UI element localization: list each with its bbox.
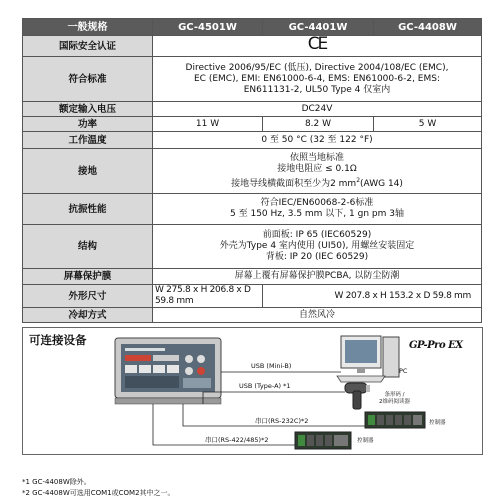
- size-gc4501w: W 275.8 x H 206.8 x D 59.8 mm: [153, 285, 263, 308]
- table-row-standard: [23, 57, 482, 102]
- ce-mark: CE: [307, 34, 327, 54]
- header-gc4401w: GC-4401W: [263, 19, 374, 36]
- standard-line-2: EC (EMC), EMI: EN61000-6-4, EMS: EN61000-6-2, EMS:: [193, 73, 440, 84]
- film-value: 屏幕上覆有屏幕保护膜PCBA, 以防尘防潮: [153, 269, 482, 285]
- usb-a-cable: [203, 392, 345, 404]
- label-standard: 符合标准: [23, 57, 153, 102]
- structure-value: [153, 225, 482, 269]
- label-size: 外形尺寸: [23, 285, 153, 308]
- controller-2-icon: [295, 432, 351, 449]
- label-structure: 结构: [23, 225, 153, 269]
- label-ground: 接地: [23, 149, 153, 194]
- table-header-row: [23, 19, 482, 36]
- ground-line-3-text: 接地导线横截面积至少为2 mm: [231, 178, 357, 189]
- ground-line-1: 依照当地标准: [289, 152, 344, 163]
- header-gc4501w: GC-4501W: [153, 19, 263, 36]
- label-power: 功率: [23, 117, 153, 132]
- vibration-line-1: 符合IEC/EN60068-2-6标准: [260, 198, 374, 208]
- footnote-1: *1 GC-4408W除外。: [22, 478, 91, 486]
- controller-2-label: 控制器: [357, 438, 374, 444]
- ground-line-3-awg: (AWG 14): [360, 178, 403, 189]
- rs422-label: 串口(RS-422/485)*2: [205, 436, 269, 444]
- ground-sup: 2: [356, 176, 361, 184]
- table-row-vibration: [23, 194, 482, 225]
- spec-table: [22, 18, 482, 323]
- power-gc4401w: 8.2 W: [263, 117, 374, 132]
- barcode-label-line-1: 条形码 /: [384, 392, 405, 398]
- vibration-line-2: 5 至 150 Hz, 3.5 mm 以下, 1 gn pm 3轴: [230, 209, 404, 219]
- hmi-display-icon: [115, 338, 221, 404]
- table-row-safety: [23, 36, 482, 57]
- cooling-value: 自然风冷: [153, 308, 482, 323]
- table-row-structure: [23, 225, 482, 269]
- structure-line-2: 外壳为Type 4 室内使用 (UI50), 用螺丝安装固定: [219, 241, 415, 251]
- table-row-power: [23, 117, 482, 132]
- structure-line-3: 背板: IP 20 (IEC 60529): [265, 252, 369, 262]
- gp-pro-ex-logo: GP-Pro EX: [409, 340, 463, 351]
- vibration-value: [153, 194, 482, 225]
- temp-value: 0 至 50 °C (32 至 122 °F): [153, 132, 482, 149]
- rs232-label: 串口(RS-232C)*2: [255, 417, 309, 425]
- size-gc4401w-gc4408w: W 207.8 x H 153.2 x D 59.8 mm: [263, 285, 482, 308]
- label-film: 屏幕保护膜: [23, 269, 153, 285]
- barcode-label-line-2: 2维码阅读器: [379, 399, 410, 405]
- label-vibration: 抗振性能: [23, 194, 153, 225]
- label-temp: 工作温度: [23, 132, 153, 149]
- table-row-film: [23, 269, 482, 285]
- controller-1-label: 控制器: [429, 420, 446, 426]
- label-safety: 国际安全认证: [23, 36, 153, 57]
- barcode-label: [379, 392, 410, 406]
- usb-a-label: USB (Type-A) *1: [239, 382, 291, 390]
- footnote-2: *2 GC-4408W可选用COM1或COM2其中之一。: [22, 489, 175, 497]
- table-row-voltage: [23, 102, 482, 117]
- table-row-ground: [23, 149, 482, 194]
- standard-line-3: EN611131-2, UL50 Type 4 仅室内: [243, 84, 391, 95]
- header-gc4408w: GC-4408W: [374, 19, 482, 36]
- label-voltage: 额定输入电压: [23, 102, 153, 117]
- ground-value: [153, 149, 482, 194]
- power-gc4408w: 5 W: [374, 117, 482, 132]
- label-cooling: 冷却方式: [23, 308, 153, 323]
- controller-1-icon: [365, 412, 425, 428]
- voltage-value: DC24V: [153, 102, 482, 117]
- table-row-cooling: [23, 308, 482, 323]
- pc-label: PC: [399, 367, 408, 375]
- standard-line-1: Directive 2006/95/EC (低压), Directive 2004/108/EC (EMC),: [185, 62, 449, 73]
- power-gc4501w: 11 W: [153, 117, 263, 132]
- structure-line-1: 前面板: IP 65 (IEC60529): [262, 230, 372, 240]
- panel-title: 可连接设备: [29, 333, 87, 347]
- connectable-devices-panel: [22, 327, 483, 455]
- standard-value: [153, 57, 482, 102]
- pc-icon: [337, 336, 399, 382]
- ground-line-3: [155, 175, 479, 190]
- barcode-reader-icon: [345, 383, 370, 409]
- header-general-spec: 一般规格: [23, 19, 153, 36]
- table-row-size: [23, 285, 482, 308]
- ground-line-2: 接地电阻应 ≤ 0.1Ω: [277, 163, 357, 174]
- usb-mini-label: USB (Mini-B): [251, 362, 292, 370]
- table-row-temp: [23, 132, 482, 149]
